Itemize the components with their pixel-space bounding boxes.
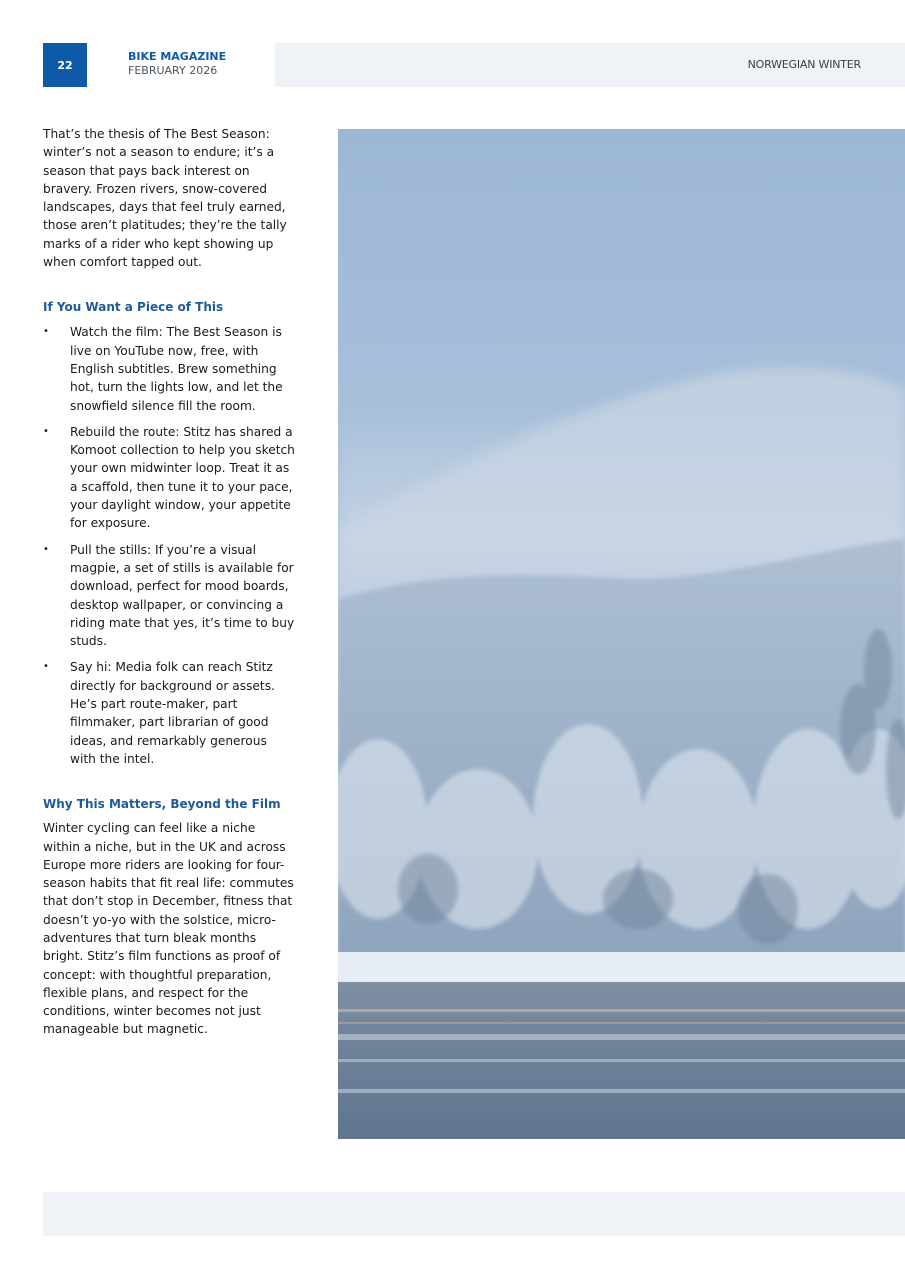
list-item — [43, 658, 295, 768]
list-item — [43, 423, 295, 533]
bullet-glyph: • — [43, 543, 49, 555]
list-item-text: Rebuild the route: Stitz has shared a Komoot collection to help you sketch your own midwinter loop. Treat it as a scaffold, then tune it to your pace, your daylight window, your appetite for exposure. — [70, 424, 295, 531]
bullet-list — [43, 323, 295, 768]
section-header-bar — [275, 43, 905, 87]
list-item-text: Watch the film: The Best Season is live on YouTube now, free, with English subtitles. Brew something hot, turn the lights low, and let the snowfield silence fill the room. — [70, 325, 283, 413]
bullet-glyph: • — [43, 326, 49, 338]
list-item — [43, 541, 295, 651]
winter-landscape-photo — [338, 129, 905, 1139]
bullet-glyph: • — [43, 425, 49, 437]
magazine-name: BIKE MAGAZINE — [128, 50, 227, 63]
section-title: NORWEGIAN WINTER — [747, 58, 861, 71]
list-item-text: Say hi: Media folk can reach Stitz directly for background or assets. He’s part route-maker, part filmmaker, part librarian of good ideas, and remarkably generous with the intel. — [70, 660, 275, 766]
list-item-text: Pull the stills: If you’re a visual magpie, a set of stills is available for download, perfect for mood boards, desktop wallpaper, or convincing a riding mate that yes, it’s time to buy studs. — [70, 542, 295, 649]
list-item — [43, 323, 295, 414]
subheading-piece-of-this: If You Want a Piece of This — [43, 300, 224, 315]
page-number: 22 — [43, 43, 87, 87]
issue-date: FEBRUARY 2026 — [128, 64, 218, 77]
closing-paragraph: Winter cycling can feel like a niche within a niche, but in the UK and across Europe more riders are looking for four-season habits that fit real life: commutes that don’t stop in December, fitness that doesn’t yo-yo with the solstice, micro-adventures that turn bleak months bright. Stitz’s film functions as proof of concept: with thoughtful preparation, flexible plans, and respect for the conditions, winter becomes not just manageable but magnetic. — [43, 821, 294, 1037]
article-column — [43, 125, 295, 1039]
intro-paragraph: That’s the thesis of The Best Season: winter’s not a season to endure; it’s a season that pays back interest on bravery. Frozen rivers, snow-covered landscapes, days that feel truly earned, those aren’t platitudes; they’re the tally marks of a rider who kept showing up when comfort tapped out. — [43, 127, 287, 270]
masthead — [128, 50, 226, 78]
footer-bar — [43, 1192, 905, 1236]
subheading-why-this-matters: Why This Matters, Beyond the Film — [43, 797, 281, 812]
bullet-glyph: • — [43, 661, 49, 673]
